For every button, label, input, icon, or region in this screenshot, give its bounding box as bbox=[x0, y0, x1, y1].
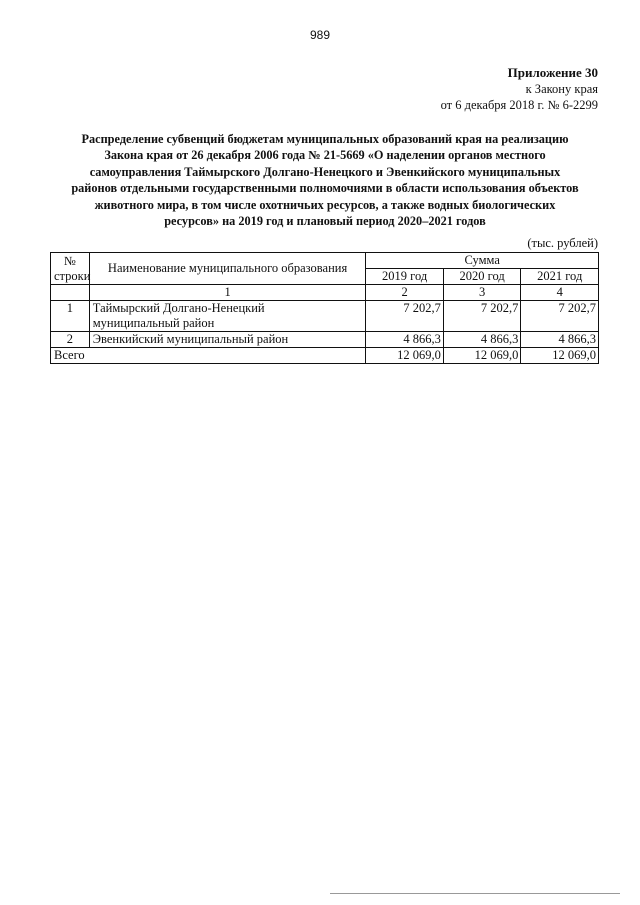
header-year-2019: 2019 год bbox=[366, 269, 444, 285]
header-row-number bbox=[51, 253, 90, 285]
subvention-table bbox=[50, 252, 599, 364]
units-label: (тыс. рублей) bbox=[527, 236, 598, 250]
page-number: 989 bbox=[309, 28, 331, 42]
column-number: 3 bbox=[443, 285, 521, 301]
total-label: Всего bbox=[51, 348, 366, 364]
value-2020: 7 202,7 bbox=[443, 301, 521, 332]
column-number-empty bbox=[51, 285, 90, 301]
header-municipality-name: Наименование муниципального образования bbox=[89, 253, 366, 285]
table-row bbox=[51, 301, 599, 332]
header-year-2021: 2021 год bbox=[521, 269, 599, 285]
total-2019: 12 069,0 bbox=[366, 348, 444, 364]
column-number: 2 bbox=[366, 285, 444, 301]
title-line: Закона края от 26 декабря 2006 года № 21-5669 «О наделении органов местного bbox=[104, 148, 546, 163]
title-line: Распределение субвенций бюджетам муниципальных образований края на реализацию bbox=[81, 132, 569, 146]
title-line: районов отдельными государственными полномочиями в области использования объектов bbox=[71, 181, 579, 196]
title-line: ресурсов» на 2019 год и плановый период 2020–2021 годов bbox=[164, 214, 486, 229]
total-row bbox=[51, 348, 599, 364]
total-2021: 12 069,0 bbox=[521, 348, 599, 364]
value-2021: 4 866,3 bbox=[521, 332, 599, 348]
appendix-block bbox=[298, 65, 598, 113]
municipality-name: Эвенкийский муниципальный район bbox=[89, 332, 366, 348]
row-number: 2 bbox=[51, 332, 90, 348]
title-line: самоуправления Таймырского Долгано-Ненецкого и Эвенкийского муниципальных bbox=[89, 164, 561, 179]
appendix-title: Приложение 30 bbox=[507, 65, 598, 80]
table-row bbox=[51, 332, 599, 348]
header-year-2020: 2020 год bbox=[443, 269, 521, 285]
value-2019: 4 866,3 bbox=[366, 332, 444, 348]
title-line: животного мира, в том числе охотничьих ресурсов, а также водных биологических bbox=[94, 197, 556, 212]
header-no-label: строки bbox=[54, 268, 91, 283]
column-number: 1 bbox=[89, 285, 366, 301]
header-sum: Сумма bbox=[366, 253, 599, 269]
scan-edge-line bbox=[330, 893, 620, 894]
appendix-law-date: от 6 декабря 2018 г. № 6-2299 bbox=[440, 98, 598, 112]
document-title bbox=[50, 131, 600, 229]
total-2020: 12 069,0 bbox=[443, 348, 521, 364]
row-number: 1 bbox=[51, 301, 90, 332]
municipality-name-line: муниципальный район bbox=[92, 316, 215, 330]
column-number-row bbox=[51, 285, 599, 301]
header-no-symbol: № bbox=[63, 253, 76, 268]
value-2021: 7 202,7 bbox=[521, 301, 599, 332]
municipality-name-line: Таймырский Долгано-Ненецкий bbox=[92, 301, 265, 315]
municipality-name bbox=[89, 301, 366, 332]
table-header-row bbox=[51, 253, 599, 269]
column-number: 4 bbox=[521, 285, 599, 301]
appendix-law-ref: к Закону края bbox=[525, 82, 598, 96]
value-2019: 7 202,7 bbox=[366, 301, 444, 332]
value-2020: 4 866,3 bbox=[443, 332, 521, 348]
